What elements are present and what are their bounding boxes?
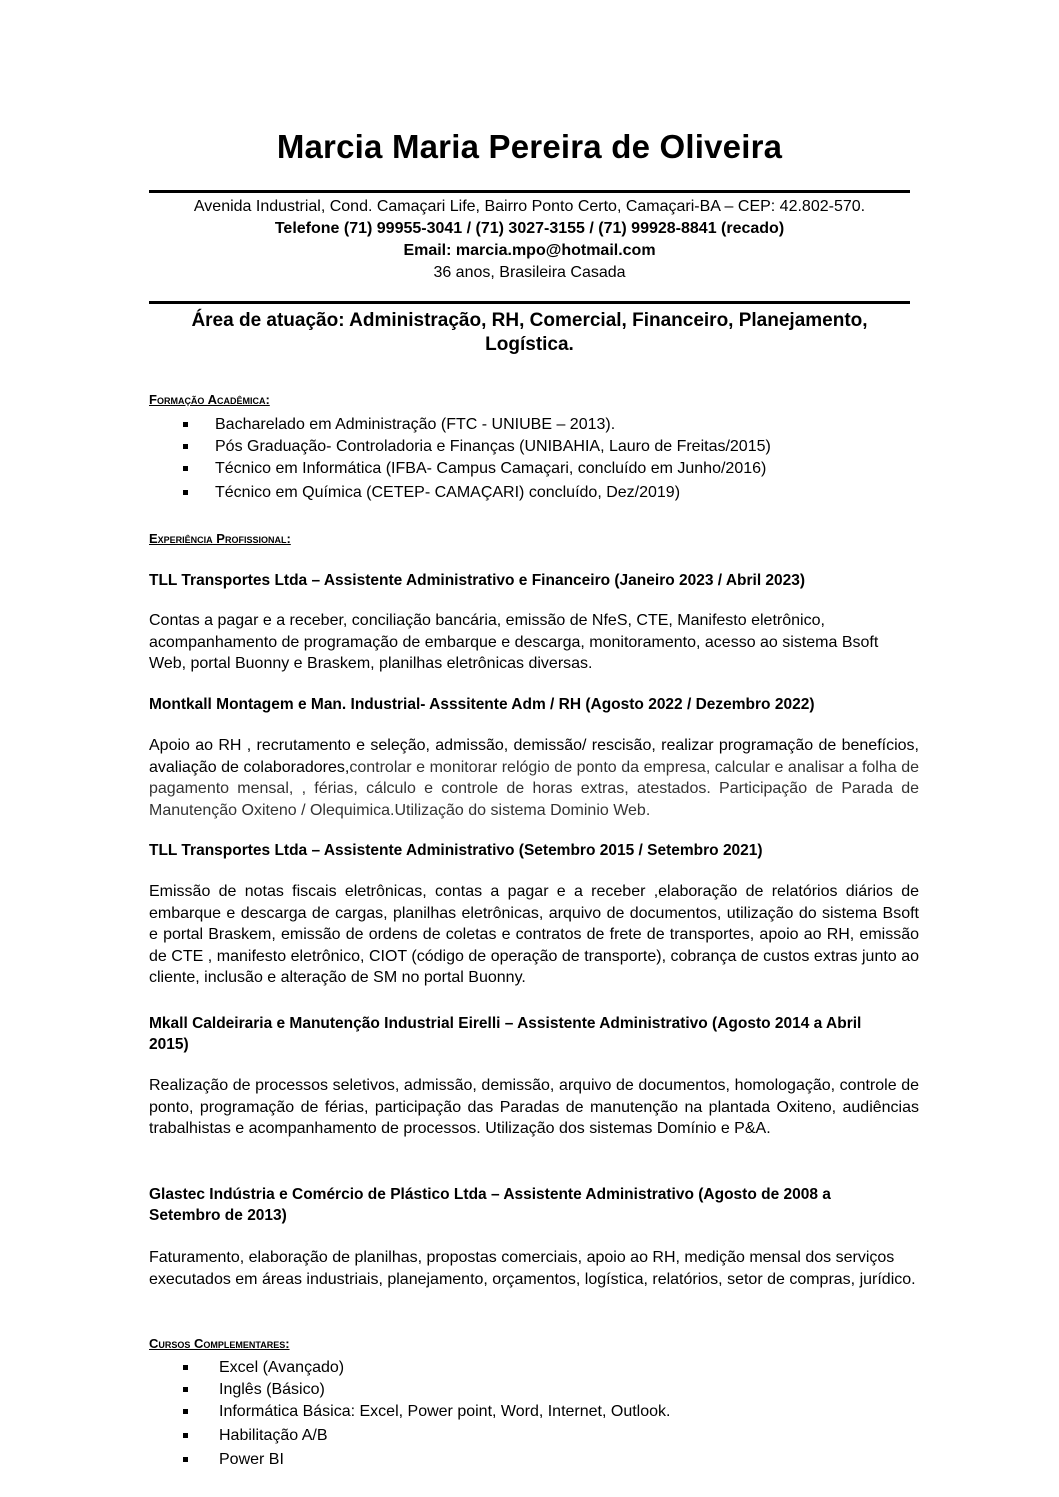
email-line: Email: marcia.mpo@hotmail.com [403, 242, 656, 259]
job-heading: Montkall Montagem e Man. Industrial- Asssitente Adm / RH (Agosto 2022 / Dezembro 2022) [149, 696, 815, 713]
header-divider-bottom [149, 301, 910, 304]
courses-section-title: Cursos Complementares: [149, 1336, 290, 1351]
job-heading: Glastec Indústria e Comércio de Plástico Ltda – Assistente Administrativo (Agosto de 2008 a Setembro de 2013) [149, 1186, 831, 1224]
address-line: Avenida Industrial, Cond. Camaçari Life, Bairro Ponto Certo, Camaçari-BA – CEP: 42.802-570. [193, 198, 866, 215]
education-section-title: Formação Acadêmica: [149, 392, 270, 407]
course-item: Power BI [184, 1450, 284, 1470]
job-description: Emissão de notas fiscais eletrônicas, contas a pagar e a receber ,elaboração de relatórios diários de embarque e descarga de cargas, planilhas eletrônicas, arquivo de documentos, utilização do sistema Bsoft e portal Braskem, emissão de ordens de coletas e contratos de frete de transportes, apoio ao RH, emissão de CTE , manifesto eletrônico, CIOT (código de operação de transporte), cobrança de custos extras junto ao cliente, inclusão e alteração de SM no portal Buonny. [149, 883, 919, 986]
phone-line: Telefone (71) 99955-3041 / (71) 3027-3155 / (71) 99928-8841 (recado) [274, 220, 785, 237]
course-item: Inglês (Básico) [184, 1380, 325, 1400]
job-description: Faturamento, elaboração de planilhas, propostas comerciais, apoio ao RH, medição mensal dos serviços executados em áreas industriais, planejamento, orçamentos, logística, relatórios, setor de compras, jurídico. [149, 1249, 916, 1288]
area-of-expertise: Área de atuação: Administração, RH, Comercial, Financeiro, Planejamento, Logística. [191, 310, 868, 355]
job-description: Realização de processos seletivos, admissão, demissão, arquivo de documentos, homologação, controle de ponto, programação de férias, participação das Paradas de manutenção na plantada Oxiteno, audiências trabalhistas e acompanhamento de processos. Utilização dos sistemas Domínio e P&A. [149, 1077, 919, 1137]
education-item: Técnico em Informática (IFBA- Campus Camaçari, concluído em Junho/2016) [184, 459, 766, 479]
job-description: Contas a pagar e a receber, conciliação bancária, emissão de NfeS, CTE, Manifesto eletrônico, acompanhamento de programação de embarque e descarga, monitoramento, acesso ao sistema Bsoft Web, portal Buonny e Braskem, planilhas eletrônicas diversas. [149, 612, 879, 672]
job-heading: TLL Transportes Ltda – Assistente Administrativo (Setembro 2015 / Setembro 2021) [149, 842, 763, 859]
job-heading: Mkall Caldeiraria e Manutenção Industrial Eirelli – Assistente Administrativo (Agosto 2014 a Abril 2015) [149, 1015, 862, 1053]
job-description: Apoio ao RH , recrutamento e seleção, admissão, demissão/ rescisão, realizar programação de benefícios, avaliação de colaboradores,controlar e monitorar relógio de ponto da empresa, calcular e analisar a folha de pagamento mensal, , férias, cálculo e controle de horas extras, atestados. Participação de Parada de Manutenção Oxiteno / Olequimica.Utilização do sistema Dominio Web. [149, 737, 919, 819]
header-divider-top [149, 190, 910, 193]
job-heading: TLL Transportes Ltda – Assistente Administrativo e Financeiro (Janeiro 2023 / Abril 2023) [149, 572, 806, 589]
candidate-name: Marcia Maria Pereira de Oliveira [276, 128, 783, 165]
education-item: Pós Graduação- Controladoria e Finanças (UNIBAHIA, Lauro de Freitas/2015) [184, 437, 771, 457]
personal-info-line: 36 anos, Brasileira Casada [433, 264, 626, 281]
course-item: Excel (Avançado) [184, 1358, 344, 1378]
education-item: Bacharelado em Administração (FTC - UNIUBE – 2013). [184, 415, 615, 435]
course-item: Informática Básica: Excel, Power point, Word, Internet, Outlook. [184, 1402, 670, 1422]
experience-section-title: Experiência Profissional: [149, 531, 291, 546]
education-item: Técnico em Química (CETEP- CAMAÇARI) concluído, Dez/2019) [184, 483, 680, 503]
course-item: Habilitação A/B [184, 1426, 328, 1446]
